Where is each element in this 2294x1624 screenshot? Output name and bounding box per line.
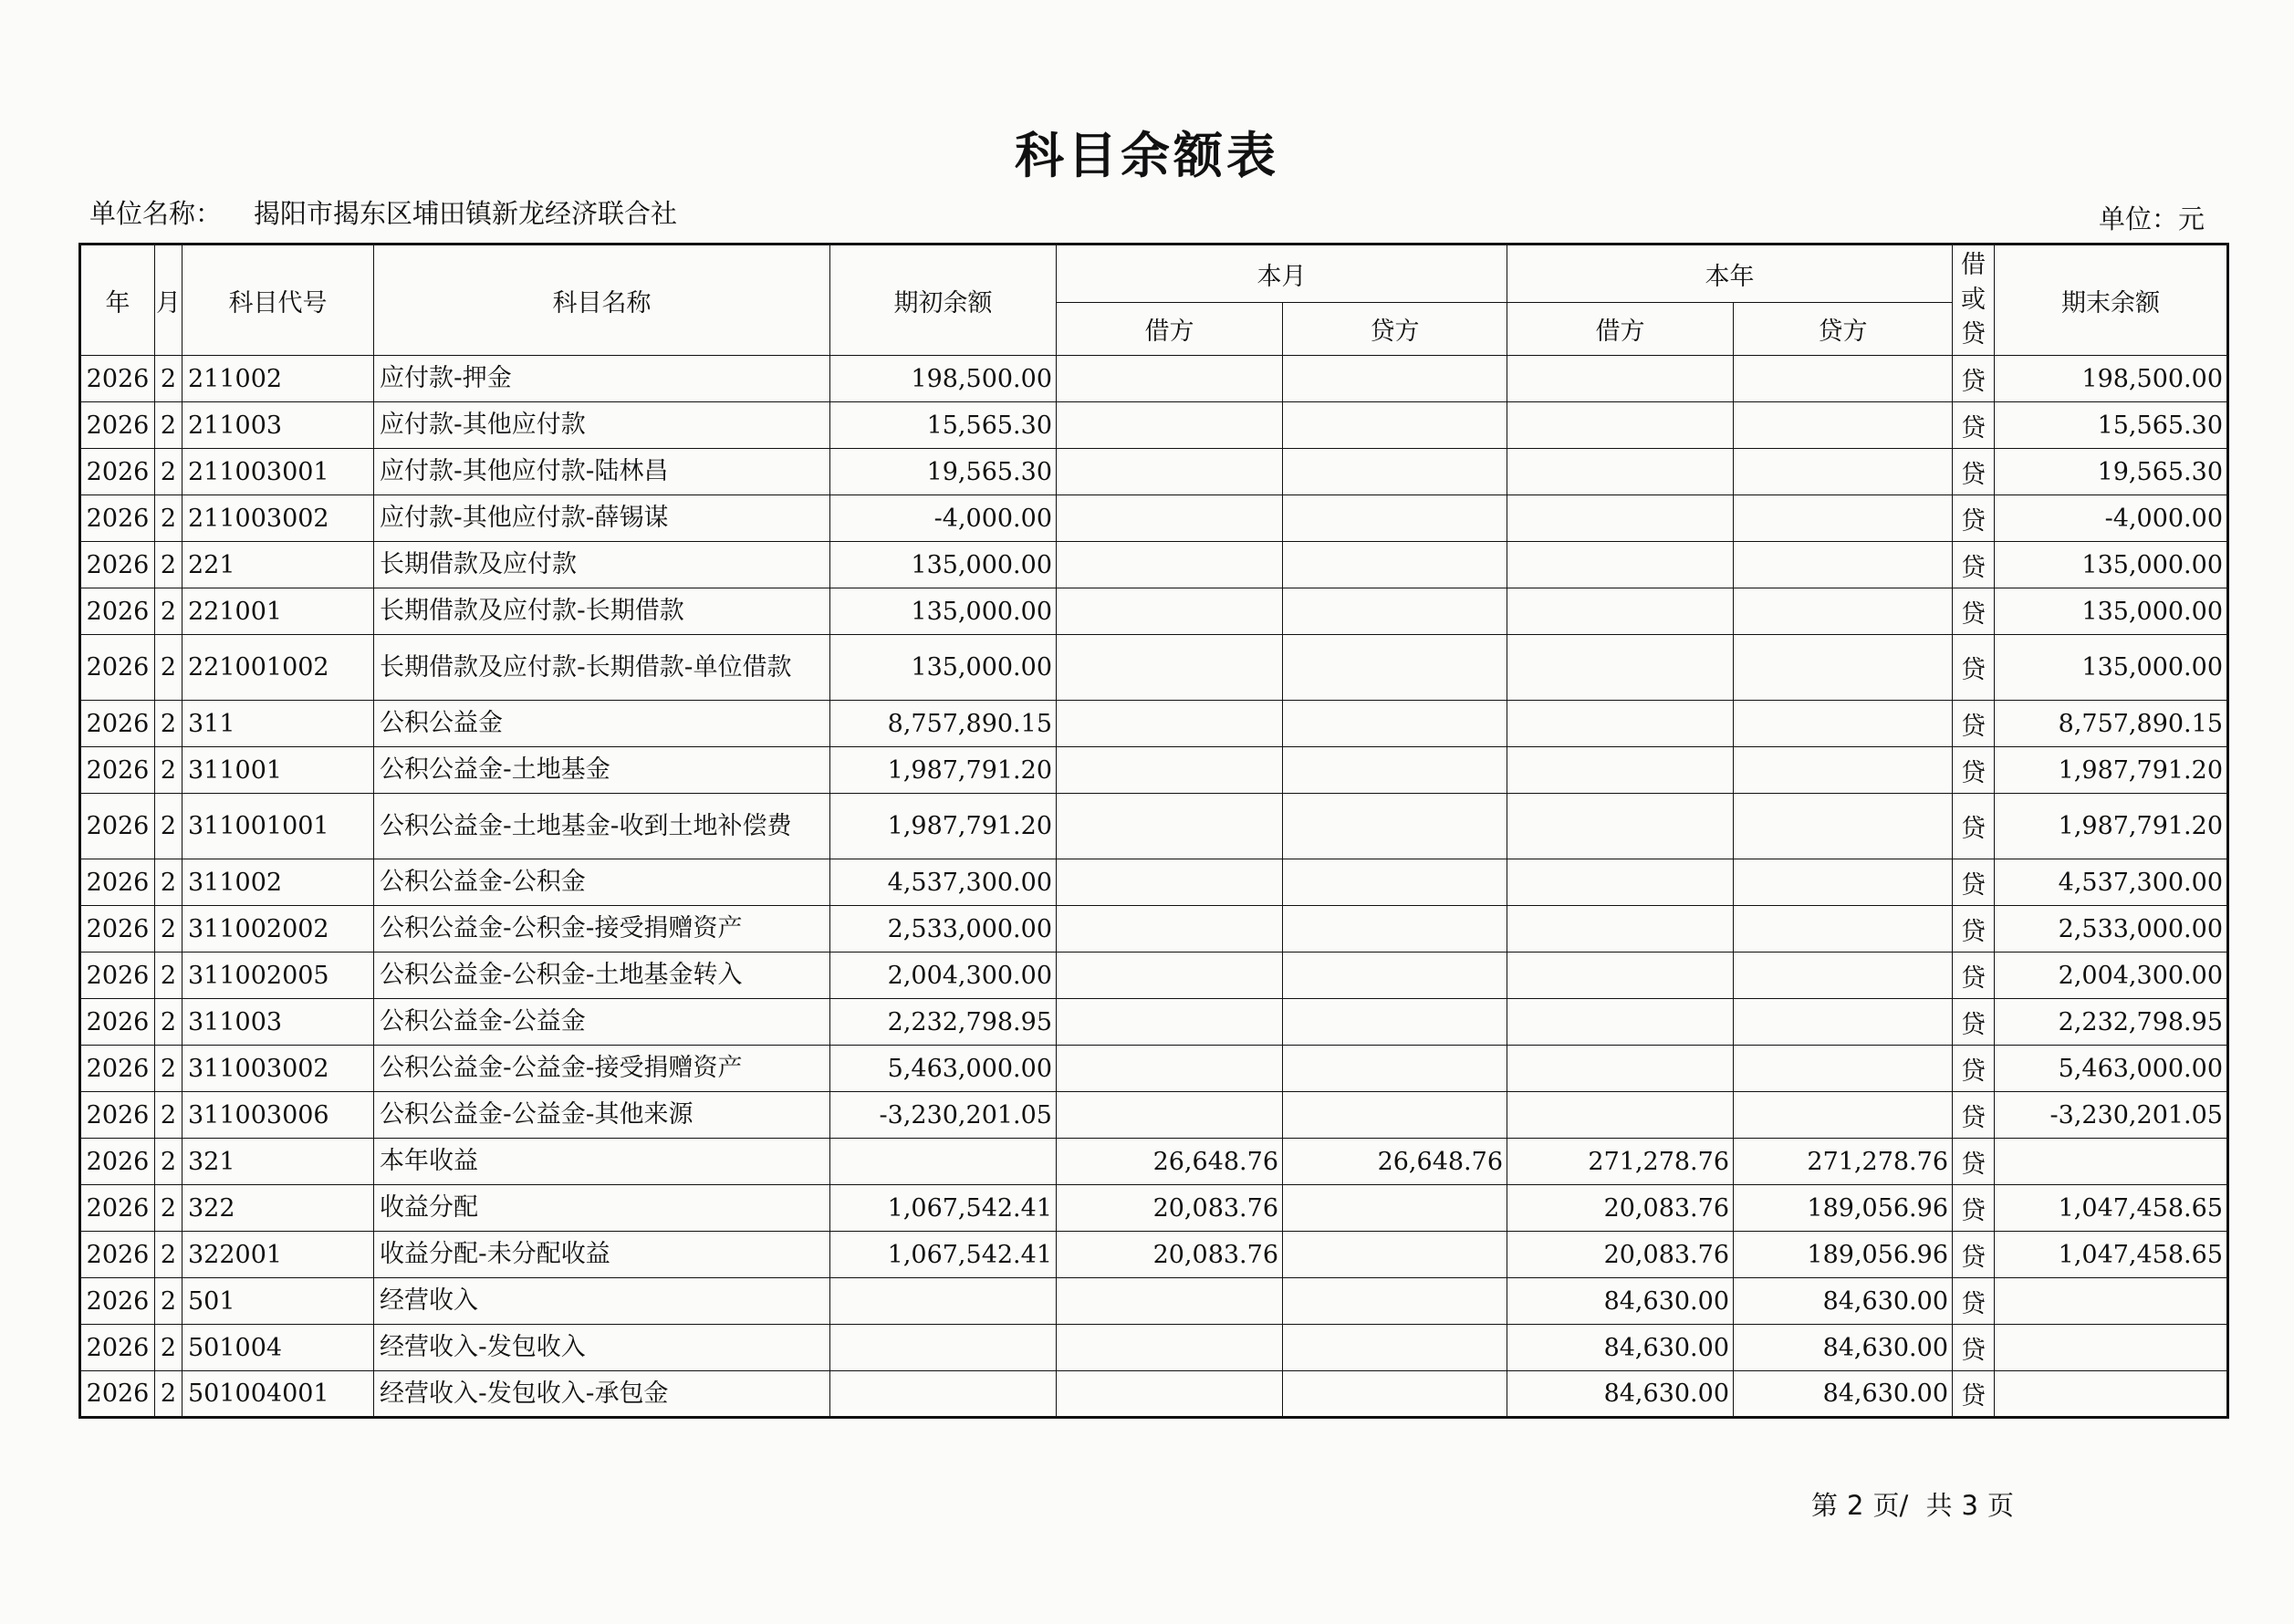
cell-month: 2 bbox=[155, 1325, 182, 1371]
header-name: 科目名称 bbox=[374, 245, 830, 356]
cell-code: 311002005 bbox=[182, 953, 374, 999]
cell-opening: 2,004,300.00 bbox=[830, 953, 1057, 999]
cell-month-credit bbox=[1283, 588, 1507, 635]
cell-month-debit bbox=[1057, 794, 1283, 859]
cell-direction: 贷 bbox=[1953, 635, 1995, 701]
cell-year: 2026 bbox=[80, 1278, 155, 1325]
cell-month-debit bbox=[1057, 449, 1283, 495]
cell-code: 311001001 bbox=[182, 794, 374, 859]
cell-direction: 贷 bbox=[1953, 1278, 1995, 1325]
cell-code: 311 bbox=[182, 701, 374, 747]
cell-opening: 135,000.00 bbox=[830, 588, 1057, 635]
cell-month-debit bbox=[1057, 635, 1283, 701]
unit-name: 揭阳市揭东区埔田镇新龙经济联合社 bbox=[254, 198, 678, 229]
cell-year-debit bbox=[1507, 402, 1734, 449]
cell-name: 应付款-其他应付款-薛锡谋 bbox=[374, 495, 830, 542]
cell-month-debit bbox=[1057, 999, 1283, 1046]
cell-opening: 1,987,791.20 bbox=[830, 794, 1057, 859]
cell-month-credit bbox=[1283, 859, 1507, 906]
cell-name: 长期借款及应付款 bbox=[374, 542, 830, 588]
cell-month: 2 bbox=[155, 999, 182, 1046]
cell-name: 经营收入-发包收入-承包金 bbox=[374, 1371, 830, 1418]
cell-month: 2 bbox=[155, 1278, 182, 1325]
cell-year: 2026 bbox=[80, 1185, 155, 1232]
cell-code: 321 bbox=[182, 1139, 374, 1185]
cell-direction: 贷 bbox=[1953, 1325, 1995, 1371]
cell-year-credit: 271,278.76 bbox=[1734, 1139, 1953, 1185]
footer-total-suffix: 页 bbox=[1986, 1490, 2014, 1521]
cell-month: 2 bbox=[155, 1371, 182, 1418]
cell-direction: 贷 bbox=[1953, 1232, 1995, 1278]
cell-year-credit bbox=[1734, 1046, 1953, 1092]
cell-year: 2026 bbox=[80, 1092, 155, 1139]
header-opening: 期初余额 bbox=[830, 245, 1057, 356]
cell-year-debit bbox=[1507, 953, 1734, 999]
cell-month-debit: 20,083.76 bbox=[1057, 1232, 1283, 1278]
table-row bbox=[80, 588, 2228, 635]
cell-year-debit: 271,278.76 bbox=[1507, 1139, 1734, 1185]
cell-month-debit bbox=[1057, 542, 1283, 588]
table-row bbox=[80, 794, 2228, 859]
cell-month-credit bbox=[1283, 449, 1507, 495]
table-row bbox=[80, 356, 2228, 402]
cell-year-debit bbox=[1507, 999, 1734, 1046]
cell-name: 经营收入 bbox=[374, 1278, 830, 1325]
cell-name: 收益分配 bbox=[374, 1185, 830, 1232]
table-row bbox=[80, 953, 2228, 999]
cell-month: 2 bbox=[155, 588, 182, 635]
cell-name: 长期借款及应付款-长期借款 bbox=[374, 588, 830, 635]
cell-year: 2026 bbox=[80, 1325, 155, 1371]
cell-month-credit bbox=[1283, 1325, 1507, 1371]
cell-direction: 贷 bbox=[1953, 402, 1995, 449]
cell-month: 2 bbox=[155, 906, 182, 953]
cell-year-credit bbox=[1734, 701, 1953, 747]
cell-month-debit bbox=[1057, 1046, 1283, 1092]
table-row bbox=[80, 906, 2228, 953]
cell-year-debit bbox=[1507, 588, 1734, 635]
cell-year-debit: 84,630.00 bbox=[1507, 1278, 1734, 1325]
cell-name: 公积公益金-公益金 bbox=[374, 999, 830, 1046]
cell-year-credit: 84,630.00 bbox=[1734, 1325, 1953, 1371]
cell-year-credit bbox=[1734, 402, 1953, 449]
cell-year: 2026 bbox=[80, 635, 155, 701]
cell-month: 2 bbox=[155, 356, 182, 402]
cell-closing bbox=[1995, 1278, 2228, 1325]
cell-year: 2026 bbox=[80, 588, 155, 635]
cell-year-debit bbox=[1507, 747, 1734, 794]
cell-year: 2026 bbox=[80, 906, 155, 953]
cell-code: 322 bbox=[182, 1185, 374, 1232]
cell-month: 2 bbox=[155, 1046, 182, 1092]
cell-opening: 1,987,791.20 bbox=[830, 747, 1057, 794]
header-code: 科目代号 bbox=[182, 245, 374, 356]
cell-closing: 2,533,000.00 bbox=[1995, 906, 2228, 953]
cell-month-credit bbox=[1283, 1185, 1507, 1232]
cell-code: 322001 bbox=[182, 1232, 374, 1278]
cell-year-debit bbox=[1507, 449, 1734, 495]
table-row bbox=[80, 1046, 2228, 1092]
cell-closing: -3,230,201.05 bbox=[1995, 1092, 2228, 1139]
cell-direction: 贷 bbox=[1953, 1139, 1995, 1185]
cell-opening: -4,000.00 bbox=[830, 495, 1057, 542]
cell-closing: 1,987,791.20 bbox=[1995, 747, 2228, 794]
cell-month-debit bbox=[1057, 402, 1283, 449]
cell-month-credit bbox=[1283, 953, 1507, 999]
cell-month-credit bbox=[1283, 1046, 1507, 1092]
cell-year: 2026 bbox=[80, 859, 155, 906]
cell-code: 221 bbox=[182, 542, 374, 588]
cell-year-credit bbox=[1734, 588, 1953, 635]
cell-opening: 2,232,798.95 bbox=[830, 999, 1057, 1046]
cell-direction: 贷 bbox=[1953, 953, 1995, 999]
cell-opening: 5,463,000.00 bbox=[830, 1046, 1057, 1092]
cell-year-credit: 84,630.00 bbox=[1734, 1278, 1953, 1325]
cell-direction: 贷 bbox=[1953, 1371, 1995, 1418]
table-row bbox=[80, 542, 2228, 588]
header-month-credit: 贷方 bbox=[1283, 303, 1507, 356]
cell-year-credit: 84,630.00 bbox=[1734, 1371, 1953, 1418]
cell-year-debit bbox=[1507, 542, 1734, 588]
cell-year-credit: 189,056.96 bbox=[1734, 1185, 1953, 1232]
cell-month-credit bbox=[1283, 635, 1507, 701]
cell-name: 公积公益金-公积金-土地基金转入 bbox=[374, 953, 830, 999]
cell-year-credit bbox=[1734, 449, 1953, 495]
currency-label: 单位：元 bbox=[2099, 203, 2205, 234]
cell-year-credit bbox=[1734, 794, 1953, 859]
cell-month-credit bbox=[1283, 495, 1507, 542]
cell-year: 2026 bbox=[80, 999, 155, 1046]
cell-opening: 19,565.30 bbox=[830, 449, 1057, 495]
header-month-debit: 借方 bbox=[1057, 303, 1283, 356]
cell-month-debit bbox=[1057, 906, 1283, 953]
cell-name: 本年收益 bbox=[374, 1139, 830, 1185]
cell-year: 2026 bbox=[80, 449, 155, 495]
cell-month-debit bbox=[1057, 588, 1283, 635]
cell-direction: 贷 bbox=[1953, 1092, 1995, 1139]
cell-year-credit bbox=[1734, 495, 1953, 542]
header-this-year: 本年 bbox=[1507, 245, 1953, 303]
cell-month: 2 bbox=[155, 495, 182, 542]
cell-year-debit bbox=[1507, 859, 1734, 906]
cell-month: 2 bbox=[155, 794, 182, 859]
cell-direction: 贷 bbox=[1953, 701, 1995, 747]
table-row bbox=[80, 1139, 2228, 1185]
cell-closing: 1,047,458.65 bbox=[1995, 1185, 2228, 1232]
cell-year-credit bbox=[1734, 542, 1953, 588]
cell-opening: 198,500.00 bbox=[830, 356, 1057, 402]
cell-year-credit bbox=[1734, 1092, 1953, 1139]
cell-year-debit bbox=[1507, 701, 1734, 747]
cell-month: 2 bbox=[155, 953, 182, 999]
cell-year-debit bbox=[1507, 906, 1734, 953]
cell-year-debit bbox=[1507, 635, 1734, 701]
table-row bbox=[80, 1185, 2228, 1232]
cell-year-debit bbox=[1507, 356, 1734, 402]
cell-year-credit bbox=[1734, 635, 1953, 701]
cell-closing: 135,000.00 bbox=[1995, 635, 2228, 701]
cell-month-debit bbox=[1057, 356, 1283, 402]
cell-closing: 19,565.30 bbox=[1995, 449, 2228, 495]
cell-year-debit: 20,083.76 bbox=[1507, 1232, 1734, 1278]
cell-closing bbox=[1995, 1325, 2228, 1371]
unit-label: 单位名称： bbox=[89, 198, 223, 229]
cell-closing: 4,537,300.00 bbox=[1995, 859, 2228, 906]
table-row bbox=[80, 635, 2228, 701]
cell-month-debit bbox=[1057, 701, 1283, 747]
cell-month: 2 bbox=[155, 747, 182, 794]
cell-code: 311002002 bbox=[182, 906, 374, 953]
cell-code: 211003 bbox=[182, 402, 374, 449]
cell-month: 2 bbox=[155, 1232, 182, 1278]
footer-page-no: 2 bbox=[1847, 1490, 1864, 1521]
cell-month-credit bbox=[1283, 1232, 1507, 1278]
footer-page-prefix: 第 bbox=[1811, 1490, 1839, 1521]
cell-year-credit bbox=[1734, 953, 1953, 999]
table-row bbox=[80, 402, 2228, 449]
cell-month: 2 bbox=[155, 1185, 182, 1232]
cell-name: 应付款-其他应付款-陆林昌 bbox=[374, 449, 830, 495]
cell-month-debit bbox=[1057, 953, 1283, 999]
cell-month-credit bbox=[1283, 906, 1507, 953]
cell-year-debit bbox=[1507, 1092, 1734, 1139]
table-row bbox=[80, 1278, 2228, 1325]
cell-code: 211002 bbox=[182, 356, 374, 402]
cell-year: 2026 bbox=[80, 495, 155, 542]
cell-month: 2 bbox=[155, 1092, 182, 1139]
cell-year-debit bbox=[1507, 495, 1734, 542]
cell-month-credit bbox=[1283, 701, 1507, 747]
cell-month-debit bbox=[1057, 1371, 1283, 1418]
cell-name: 长期借款及应付款-长期借款-单位借款 bbox=[374, 635, 830, 701]
cell-closing: 135,000.00 bbox=[1995, 588, 2228, 635]
cell-opening: 15,565.30 bbox=[830, 402, 1057, 449]
cell-name: 收益分配-未分配收益 bbox=[374, 1232, 830, 1278]
cell-direction: 贷 bbox=[1953, 999, 1995, 1046]
cell-code: 311003 bbox=[182, 999, 374, 1046]
cell-name: 公积公益金-公积金-接受捐赠资产 bbox=[374, 906, 830, 953]
cell-code: 501004001 bbox=[182, 1371, 374, 1418]
cell-month-credit bbox=[1283, 542, 1507, 588]
cell-name: 应付款-其他应付款 bbox=[374, 402, 830, 449]
cell-month-credit: 26,648.76 bbox=[1283, 1139, 1507, 1185]
cell-opening bbox=[830, 1371, 1057, 1418]
cell-direction: 贷 bbox=[1953, 356, 1995, 402]
cell-month: 2 bbox=[155, 542, 182, 588]
cell-year-credit bbox=[1734, 859, 1953, 906]
cell-year-credit bbox=[1734, 906, 1953, 953]
cell-opening: 135,000.00 bbox=[830, 542, 1057, 588]
cell-month: 2 bbox=[155, 859, 182, 906]
cell-closing: 15,565.30 bbox=[1995, 402, 2228, 449]
cell-closing: 8,757,890.15 bbox=[1995, 701, 2228, 747]
cell-code: 311002 bbox=[182, 859, 374, 906]
cell-year: 2026 bbox=[80, 1371, 155, 1418]
cell-opening: 135,000.00 bbox=[830, 635, 1057, 701]
cell-code: 501 bbox=[182, 1278, 374, 1325]
cell-month-debit: 20,083.76 bbox=[1057, 1185, 1283, 1232]
cell-direction: 贷 bbox=[1953, 1185, 1995, 1232]
table-row bbox=[80, 1371, 2228, 1418]
cell-closing: 5,463,000.00 bbox=[1995, 1046, 2228, 1092]
cell-month-debit bbox=[1057, 495, 1283, 542]
cell-year-credit: 189,056.96 bbox=[1734, 1232, 1953, 1278]
cell-month-credit bbox=[1283, 747, 1507, 794]
cell-month-credit bbox=[1283, 356, 1507, 402]
cell-year: 2026 bbox=[80, 1046, 155, 1092]
cell-month: 2 bbox=[155, 449, 182, 495]
cell-opening: 1,067,542.41 bbox=[830, 1185, 1057, 1232]
table-row bbox=[80, 449, 2228, 495]
cell-month-credit bbox=[1283, 1092, 1507, 1139]
cell-month-debit bbox=[1057, 747, 1283, 794]
footer-page-mid: 页/ bbox=[1872, 1490, 1909, 1521]
cell-opening: -3,230,201.05 bbox=[830, 1092, 1057, 1139]
cell-month-debit bbox=[1057, 1278, 1283, 1325]
cell-direction: 贷 bbox=[1953, 859, 1995, 906]
table-row bbox=[80, 747, 2228, 794]
cell-code: 221001002 bbox=[182, 635, 374, 701]
cell-month: 2 bbox=[155, 701, 182, 747]
cell-opening: 2,533,000.00 bbox=[830, 906, 1057, 953]
cell-name: 公积公益金-土地基金-收到土地补偿费 bbox=[374, 794, 830, 859]
cell-month-debit bbox=[1057, 1092, 1283, 1139]
cell-year: 2026 bbox=[80, 747, 155, 794]
cell-month-credit bbox=[1283, 1371, 1507, 1418]
table-row bbox=[80, 859, 2228, 906]
cell-opening: 4,537,300.00 bbox=[830, 859, 1057, 906]
cell-closing: -4,000.00 bbox=[1995, 495, 2228, 542]
cell-month: 2 bbox=[155, 635, 182, 701]
cell-month-credit bbox=[1283, 402, 1507, 449]
cell-name: 公积公益金-公益金-其他来源 bbox=[374, 1092, 830, 1139]
header-year-debit: 借方 bbox=[1507, 303, 1734, 356]
cell-year: 2026 bbox=[80, 701, 155, 747]
header-this-month: 本月 bbox=[1057, 245, 1507, 303]
footer-total-prefix: 共 bbox=[1925, 1490, 1953, 1521]
cell-month: 2 bbox=[155, 1139, 182, 1185]
cell-closing: 2,004,300.00 bbox=[1995, 953, 2228, 999]
cell-year: 2026 bbox=[80, 1232, 155, 1278]
header-year: 年 bbox=[80, 245, 155, 356]
cell-month: 2 bbox=[155, 402, 182, 449]
cell-direction: 贷 bbox=[1953, 906, 1995, 953]
cell-code: 211003001 bbox=[182, 449, 374, 495]
cell-year: 2026 bbox=[80, 542, 155, 588]
report-title: 科目余额表 bbox=[1015, 127, 1279, 184]
table-row bbox=[80, 1232, 2228, 1278]
cell-month-debit bbox=[1057, 1325, 1283, 1371]
cell-year-credit bbox=[1734, 356, 1953, 402]
cell-month-debit: 26,648.76 bbox=[1057, 1139, 1283, 1185]
footer-total-no: 3 bbox=[1961, 1490, 1978, 1521]
cell-opening bbox=[830, 1278, 1057, 1325]
cell-year: 2026 bbox=[80, 1139, 155, 1185]
cell-year: 2026 bbox=[80, 356, 155, 402]
cell-closing bbox=[1995, 1371, 2228, 1418]
cell-closing: 135,000.00 bbox=[1995, 542, 2228, 588]
cell-year-credit bbox=[1734, 999, 1953, 1046]
cell-direction: 贷 bbox=[1953, 542, 1995, 588]
cell-direction: 贷 bbox=[1953, 1046, 1995, 1092]
cell-code: 311003002 bbox=[182, 1046, 374, 1092]
header-direction: 借或贷 bbox=[1953, 245, 1995, 356]
cell-code: 501004 bbox=[182, 1325, 374, 1371]
cell-direction: 贷 bbox=[1953, 495, 1995, 542]
header-month: 月 bbox=[155, 245, 182, 356]
cell-code: 221001 bbox=[182, 588, 374, 635]
cell-closing: 1,047,458.65 bbox=[1995, 1232, 2228, 1278]
cell-opening: 8,757,890.15 bbox=[830, 701, 1057, 747]
cell-month-debit bbox=[1057, 859, 1283, 906]
cell-year: 2026 bbox=[80, 402, 155, 449]
cell-direction: 贷 bbox=[1953, 794, 1995, 859]
cell-year-debit: 84,630.00 bbox=[1507, 1371, 1734, 1418]
cell-name: 公积公益金-公积金 bbox=[374, 859, 830, 906]
cell-month-credit bbox=[1283, 999, 1507, 1046]
cell-code: 311001 bbox=[182, 747, 374, 794]
cell-year-credit bbox=[1734, 747, 1953, 794]
cell-closing: 1,987,791.20 bbox=[1995, 794, 2228, 859]
cell-name: 公积公益金-公益金-接受捐赠资产 bbox=[374, 1046, 830, 1092]
table-row bbox=[80, 1325, 2228, 1371]
cell-opening bbox=[830, 1139, 1057, 1185]
cell-year: 2026 bbox=[80, 794, 155, 859]
cell-code: 211003002 bbox=[182, 495, 374, 542]
balance-table bbox=[78, 243, 2229, 1419]
cell-name: 经营收入-发包收入 bbox=[374, 1325, 830, 1371]
table-row bbox=[80, 999, 2228, 1046]
cell-direction: 贷 bbox=[1953, 588, 1995, 635]
header-closing: 期末余额 bbox=[1995, 245, 2228, 356]
cell-year-debit bbox=[1507, 794, 1734, 859]
cell-name: 公积公益金-土地基金 bbox=[374, 747, 830, 794]
cell-year: 2026 bbox=[80, 953, 155, 999]
cell-year-debit: 20,083.76 bbox=[1507, 1185, 1734, 1232]
cell-closing bbox=[1995, 1139, 2228, 1185]
page-footer bbox=[1811, 1485, 2023, 1523]
cell-opening bbox=[830, 1325, 1057, 1371]
header-year-credit: 贷方 bbox=[1734, 303, 1953, 356]
table-row bbox=[80, 701, 2228, 747]
cell-month-credit bbox=[1283, 794, 1507, 859]
cell-direction: 贷 bbox=[1953, 449, 1995, 495]
cell-direction: 贷 bbox=[1953, 747, 1995, 794]
cell-year-debit bbox=[1507, 1046, 1734, 1092]
table-row bbox=[80, 1092, 2228, 1139]
cell-closing: 198,500.00 bbox=[1995, 356, 2228, 402]
cell-code: 311003006 bbox=[182, 1092, 374, 1139]
table-row bbox=[80, 495, 2228, 542]
cell-month-credit bbox=[1283, 1278, 1507, 1325]
cell-name: 公积公益金 bbox=[374, 701, 830, 747]
cell-closing: 2,232,798.95 bbox=[1995, 999, 2228, 1046]
cell-opening: 1,067,542.41 bbox=[830, 1232, 1057, 1278]
cell-name: 应付款-押金 bbox=[374, 356, 830, 402]
cell-year-debit: 84,630.00 bbox=[1507, 1325, 1734, 1371]
